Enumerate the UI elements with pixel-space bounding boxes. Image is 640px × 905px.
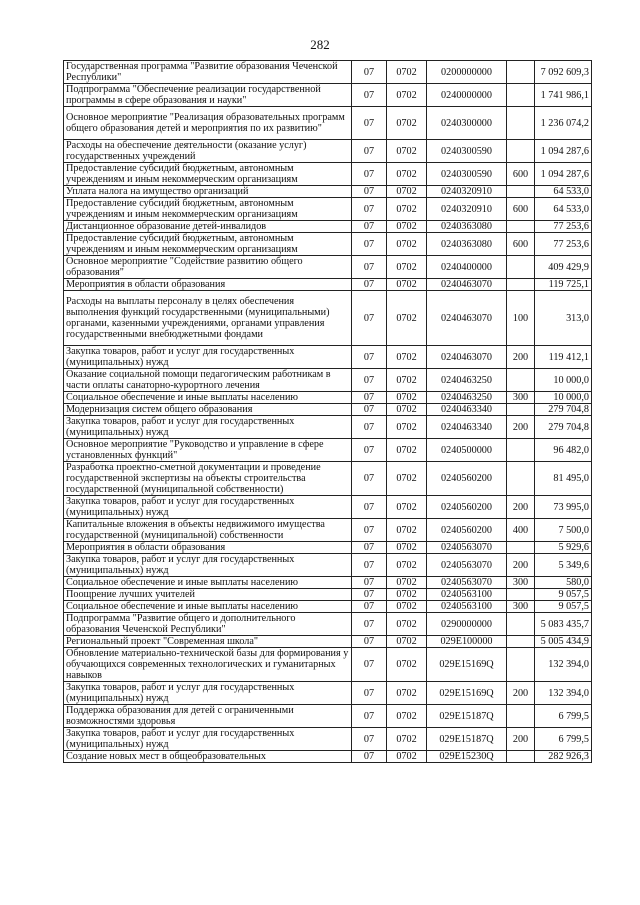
row-subsection-code: 0702 [387,107,427,140]
row-amount: 1 741 986,1 [535,84,592,107]
table-row [64,496,592,519]
row-name: Дистанционное образование детей-инвалидов [64,221,352,233]
row-target-article-code: 0240563070 [427,577,507,589]
row-section-code: 07 [352,589,387,601]
row-amount: 5 083 435,7 [535,613,592,636]
row-amount: 64 533,0 [535,186,592,198]
row-name: Закупка товаров, работ и услуг для государственных (муниципальных) нужд [64,728,352,751]
row-subsection-code: 0702 [387,705,427,728]
table-row [64,577,592,589]
row-target-article-code: 0200000000 [427,61,507,84]
row-expense-type-code [507,186,535,198]
table-row [64,705,592,728]
row-name: Закупка товаров, работ и услуг для государственных (муниципальных) нужд [64,416,352,439]
table-row [64,198,592,221]
row-subsection-code: 0702 [387,519,427,542]
table-row [64,140,592,163]
row-section-code: 07 [352,648,387,682]
row-target-article-code: 029E15187Q [427,728,507,751]
row-subsection-code: 0702 [387,186,427,198]
row-amount: 409 429,9 [535,256,592,279]
row-subsection-code: 0702 [387,346,427,369]
table-row [64,439,592,462]
row-target-article-code: 0240463250 [427,392,507,404]
row-name: Уплата налога на имущество организаций [64,186,352,198]
row-amount: 132 394,0 [535,648,592,682]
row-name: Основное мероприятие "Содействие развитию общего образования" [64,256,352,279]
row-subsection-code: 0702 [387,392,427,404]
row-expense-type-code: 200 [507,728,535,751]
row-amount: 9 057,5 [535,589,592,601]
table-row [64,186,592,198]
table-row [64,648,592,682]
row-target-article-code: 0240563070 [427,542,507,554]
row-target-article-code: 029E15169Q [427,648,507,682]
row-name: Социальное обеспечение и иные выплаты населению [64,392,352,404]
row-target-article-code: 0290000000 [427,613,507,636]
row-section-code: 07 [352,462,387,496]
row-subsection-code: 0702 [387,439,427,462]
row-amount: 5 929,6 [535,542,592,554]
row-target-article-code: 0240400000 [427,256,507,279]
row-amount: 7 092 609,3 [535,61,592,84]
row-subsection-code: 0702 [387,636,427,648]
table-row [64,291,592,346]
row-subsection-code: 0702 [387,601,427,613]
row-expense-type-code: 600 [507,163,535,186]
row-section-code: 07 [352,107,387,140]
row-expense-type-code [507,648,535,682]
row-name: Расходы на обеспечение деятельности (оказание услуг) государственных учреждений [64,140,352,163]
row-target-article-code: 0240320910 [427,186,507,198]
row-target-article-code: 0240000000 [427,84,507,107]
row-section-code: 07 [352,577,387,589]
table-row [64,163,592,186]
row-expense-type-code [507,462,535,496]
row-expense-type-code [507,636,535,648]
table-row [64,728,592,751]
row-subsection-code: 0702 [387,682,427,705]
row-subsection-code: 0702 [387,140,427,163]
row-amount: 1 094 287,6 [535,163,592,186]
row-name: Социальное обеспечение и иные выплаты населению [64,601,352,613]
row-section-code: 07 [352,728,387,751]
row-target-article-code: 0240560200 [427,496,507,519]
row-section-code: 07 [352,439,387,462]
row-section-code: 07 [352,84,387,107]
row-section-code: 07 [352,279,387,291]
row-expense-type-code [507,751,535,763]
row-expense-type-code [507,613,535,636]
row-amount: 119 412,1 [535,346,592,369]
row-target-article-code: 0240563070 [427,554,507,577]
row-name: Обновление материально-технической базы для формирования у обучающихся современных технологических и гуманитарных навыков [64,648,352,682]
row-section-code: 07 [352,369,387,392]
row-amount: 77 253,6 [535,221,592,233]
row-target-article-code: 0240463340 [427,416,507,439]
table-row [64,221,592,233]
row-amount: 279 704,8 [535,404,592,416]
row-section-code: 07 [352,542,387,554]
row-expense-type-code [507,542,535,554]
row-subsection-code: 0702 [387,751,427,763]
row-target-article-code: 029E15187Q [427,705,507,728]
row-subsection-code: 0702 [387,728,427,751]
row-expense-type-code: 200 [507,416,535,439]
row-expense-type-code: 200 [507,346,535,369]
table-row [64,61,592,84]
table-row [64,279,592,291]
row-name: Мероприятия в области образования [64,279,352,291]
row-subsection-code: 0702 [387,279,427,291]
row-subsection-code: 0702 [387,648,427,682]
row-target-article-code: 0240463070 [427,291,507,346]
row-name: Модернизация систем общего образования [64,404,352,416]
row-target-article-code: 0240500000 [427,439,507,462]
row-name: Капитальные вложения в объекты недвижимого имущества государственной (муниципальной) собственности [64,519,352,542]
row-target-article-code: 0240300590 [427,163,507,186]
row-name: Расходы на выплаты персоналу в целях обеспечения выполнения функций государственными (муниципальными) органами, казенными учреждениями, органами управления государственными внебюджетными фондами [64,291,352,346]
row-name: Оказание социальной помощи педагогическим работникам в части оплаты санаторно-курортного лечения [64,369,352,392]
row-expense-type-code: 200 [507,554,535,577]
row-section-code: 07 [352,256,387,279]
table-row [64,404,592,416]
row-target-article-code: 0240363080 [427,233,507,256]
row-target-article-code: 029E15230Q [427,751,507,763]
row-amount: 313,0 [535,291,592,346]
row-name: Закупка товаров, работ и услуг для государственных (муниципальных) нужд [64,346,352,369]
table-row [64,601,592,613]
row-subsection-code: 0702 [387,163,427,186]
row-amount: 5 005 434,9 [535,636,592,648]
row-name: Мероприятия в области образования [64,542,352,554]
row-expense-type-code: 300 [507,601,535,613]
row-expense-type-code: 600 [507,233,535,256]
table-row [64,84,592,107]
row-subsection-code: 0702 [387,496,427,519]
table-row [64,107,592,140]
row-expense-type-code: 200 [507,682,535,705]
row-target-article-code: 0240300590 [427,140,507,163]
row-name: Подпрограмма "Развитие общего и дополнительного образования Чеченской Республики" [64,613,352,636]
row-amount: 1 236 074,2 [535,107,592,140]
row-name: Предоставление субсидий бюджетным, автономным учреждениям и иным некоммерческим организациям [64,198,352,221]
table-row [64,519,592,542]
row-section-code: 07 [352,496,387,519]
row-expense-type-code [507,404,535,416]
row-amount: 282 926,3 [535,751,592,763]
table-row [64,682,592,705]
row-target-article-code: 0240463250 [427,369,507,392]
row-subsection-code: 0702 [387,554,427,577]
row-section-code: 07 [352,233,387,256]
row-target-article-code: 0240300000 [427,107,507,140]
row-section-code: 07 [352,404,387,416]
row-name: Подпрограмма "Обеспечение реализации государственной программы в сфере образования и науки" [64,84,352,107]
row-target-article-code: 0240463070 [427,346,507,369]
row-amount: 1 094 287,6 [535,140,592,163]
row-amount: 96 482,0 [535,439,592,462]
row-subsection-code: 0702 [387,462,427,496]
row-section-code: 07 [352,751,387,763]
row-amount: 7 500,0 [535,519,592,542]
row-target-article-code: 0240463070 [427,279,507,291]
row-amount: 119 725,1 [535,279,592,291]
row-target-article-code: 0240463340 [427,404,507,416]
row-name: Закупка товаров, работ и услуг для государственных (муниципальных) нужд [64,554,352,577]
row-subsection-code: 0702 [387,404,427,416]
row-name: Закупка товаров, работ и услуг для государственных (муниципальных) нужд [64,682,352,705]
row-name: Поддержка образования для детей с ограниченными возможностями здоровья [64,705,352,728]
budget-table-body [64,61,592,763]
row-section-code: 07 [352,198,387,221]
table-row [64,346,592,369]
row-section-code: 07 [352,601,387,613]
row-expense-type-code [507,84,535,107]
row-name: Социальное обеспечение и иные выплаты населению [64,577,352,589]
row-subsection-code: 0702 [387,61,427,84]
row-section-code: 07 [352,613,387,636]
row-subsection-code: 0702 [387,416,427,439]
row-section-code: 07 [352,636,387,648]
row-name: Создание новых мест в общеобразовательных [64,751,352,763]
table-row [64,256,592,279]
row-target-article-code: 0240320910 [427,198,507,221]
row-expense-type-code [507,369,535,392]
row-subsection-code: 0702 [387,198,427,221]
row-name: Государственная программа "Развитие образования Чеченской Республики" [64,61,352,84]
table-row [64,462,592,496]
row-expense-type-code: 200 [507,496,535,519]
row-expense-type-code [507,107,535,140]
table-row [64,369,592,392]
row-expense-type-code [507,705,535,728]
row-subsection-code: 0702 [387,84,427,107]
row-expense-type-code [507,140,535,163]
row-name: Закупка товаров, работ и услуг для государственных (муниципальных) нужд [64,496,352,519]
row-expense-type-code [507,256,535,279]
row-name: Предоставление субсидий бюджетным, автономным учреждениям и иным некоммерческим организациям [64,233,352,256]
row-subsection-code: 0702 [387,577,427,589]
table-row [64,233,592,256]
row-section-code: 07 [352,186,387,198]
row-amount: 77 253,6 [535,233,592,256]
row-expense-type-code [507,61,535,84]
row-name: Региональный проект "Современная школа" [64,636,352,648]
row-target-article-code: 0240563100 [427,601,507,613]
row-amount: 132 394,0 [535,682,592,705]
row-name: Поощрение лучших учителей [64,589,352,601]
table-row [64,416,592,439]
row-amount: 5 349,6 [535,554,592,577]
row-amount: 6 799,5 [535,705,592,728]
budget-table [63,60,592,763]
row-subsection-code: 0702 [387,589,427,601]
row-subsection-code: 0702 [387,221,427,233]
row-amount: 81 495,0 [535,462,592,496]
row-section-code: 07 [352,346,387,369]
row-section-code: 07 [352,163,387,186]
table-row [64,554,592,577]
row-subsection-code: 0702 [387,256,427,279]
row-expense-type-code [507,279,535,291]
row-amount: 580,0 [535,577,592,589]
row-name: Основное мероприятие "Руководство и управление в сфере установленных функций" [64,439,352,462]
row-section-code: 07 [352,221,387,233]
row-expense-type-code: 600 [507,198,535,221]
row-section-code: 07 [352,61,387,84]
row-target-article-code: 029E100000 [427,636,507,648]
row-expense-type-code [507,221,535,233]
row-section-code: 07 [352,519,387,542]
table-row [64,636,592,648]
row-name: Основное мероприятие "Реализация образовательных программ общего образования детей и мероприятия по их развитию" [64,107,352,140]
row-name: Предоставление субсидий бюджетным, автономным учреждениям и иным некоммерческим организациям [64,163,352,186]
row-expense-type-code [507,589,535,601]
row-subsection-code: 0702 [387,542,427,554]
row-amount: 6 799,5 [535,728,592,751]
row-section-code: 07 [352,392,387,404]
row-section-code: 07 [352,140,387,163]
row-target-article-code: 0240563100 [427,589,507,601]
table-row [64,542,592,554]
row-expense-type-code: 100 [507,291,535,346]
row-expense-type-code: 400 [507,519,535,542]
row-expense-type-code: 300 [507,577,535,589]
row-amount: 64 533,0 [535,198,592,221]
row-name: Разработка проектно-сметной документации и проведение государственной экспертизы на объекты строительства государственной (муниципальной собственности) [64,462,352,496]
row-target-article-code: 0240560200 [427,462,507,496]
row-subsection-code: 0702 [387,613,427,636]
row-amount: 9 057,5 [535,601,592,613]
table-row [64,392,592,404]
row-amount: 73 995,0 [535,496,592,519]
table-row [64,751,592,763]
row-section-code: 07 [352,554,387,577]
row-expense-type-code: 300 [507,392,535,404]
row-section-code: 07 [352,291,387,346]
table-row [64,613,592,636]
row-subsection-code: 0702 [387,291,427,346]
row-target-article-code: 029E15169Q [427,682,507,705]
row-target-article-code: 0240363080 [427,221,507,233]
table-row [64,589,592,601]
row-expense-type-code [507,439,535,462]
row-section-code: 07 [352,682,387,705]
row-amount: 279 704,8 [535,416,592,439]
row-amount: 10 000,0 [535,392,592,404]
row-subsection-code: 0702 [387,369,427,392]
page-number: 282 [310,37,330,52]
row-target-article-code: 0240560200 [427,519,507,542]
row-subsection-code: 0702 [387,233,427,256]
row-amount: 10 000,0 [535,369,592,392]
row-section-code: 07 [352,705,387,728]
row-section-code: 07 [352,416,387,439]
